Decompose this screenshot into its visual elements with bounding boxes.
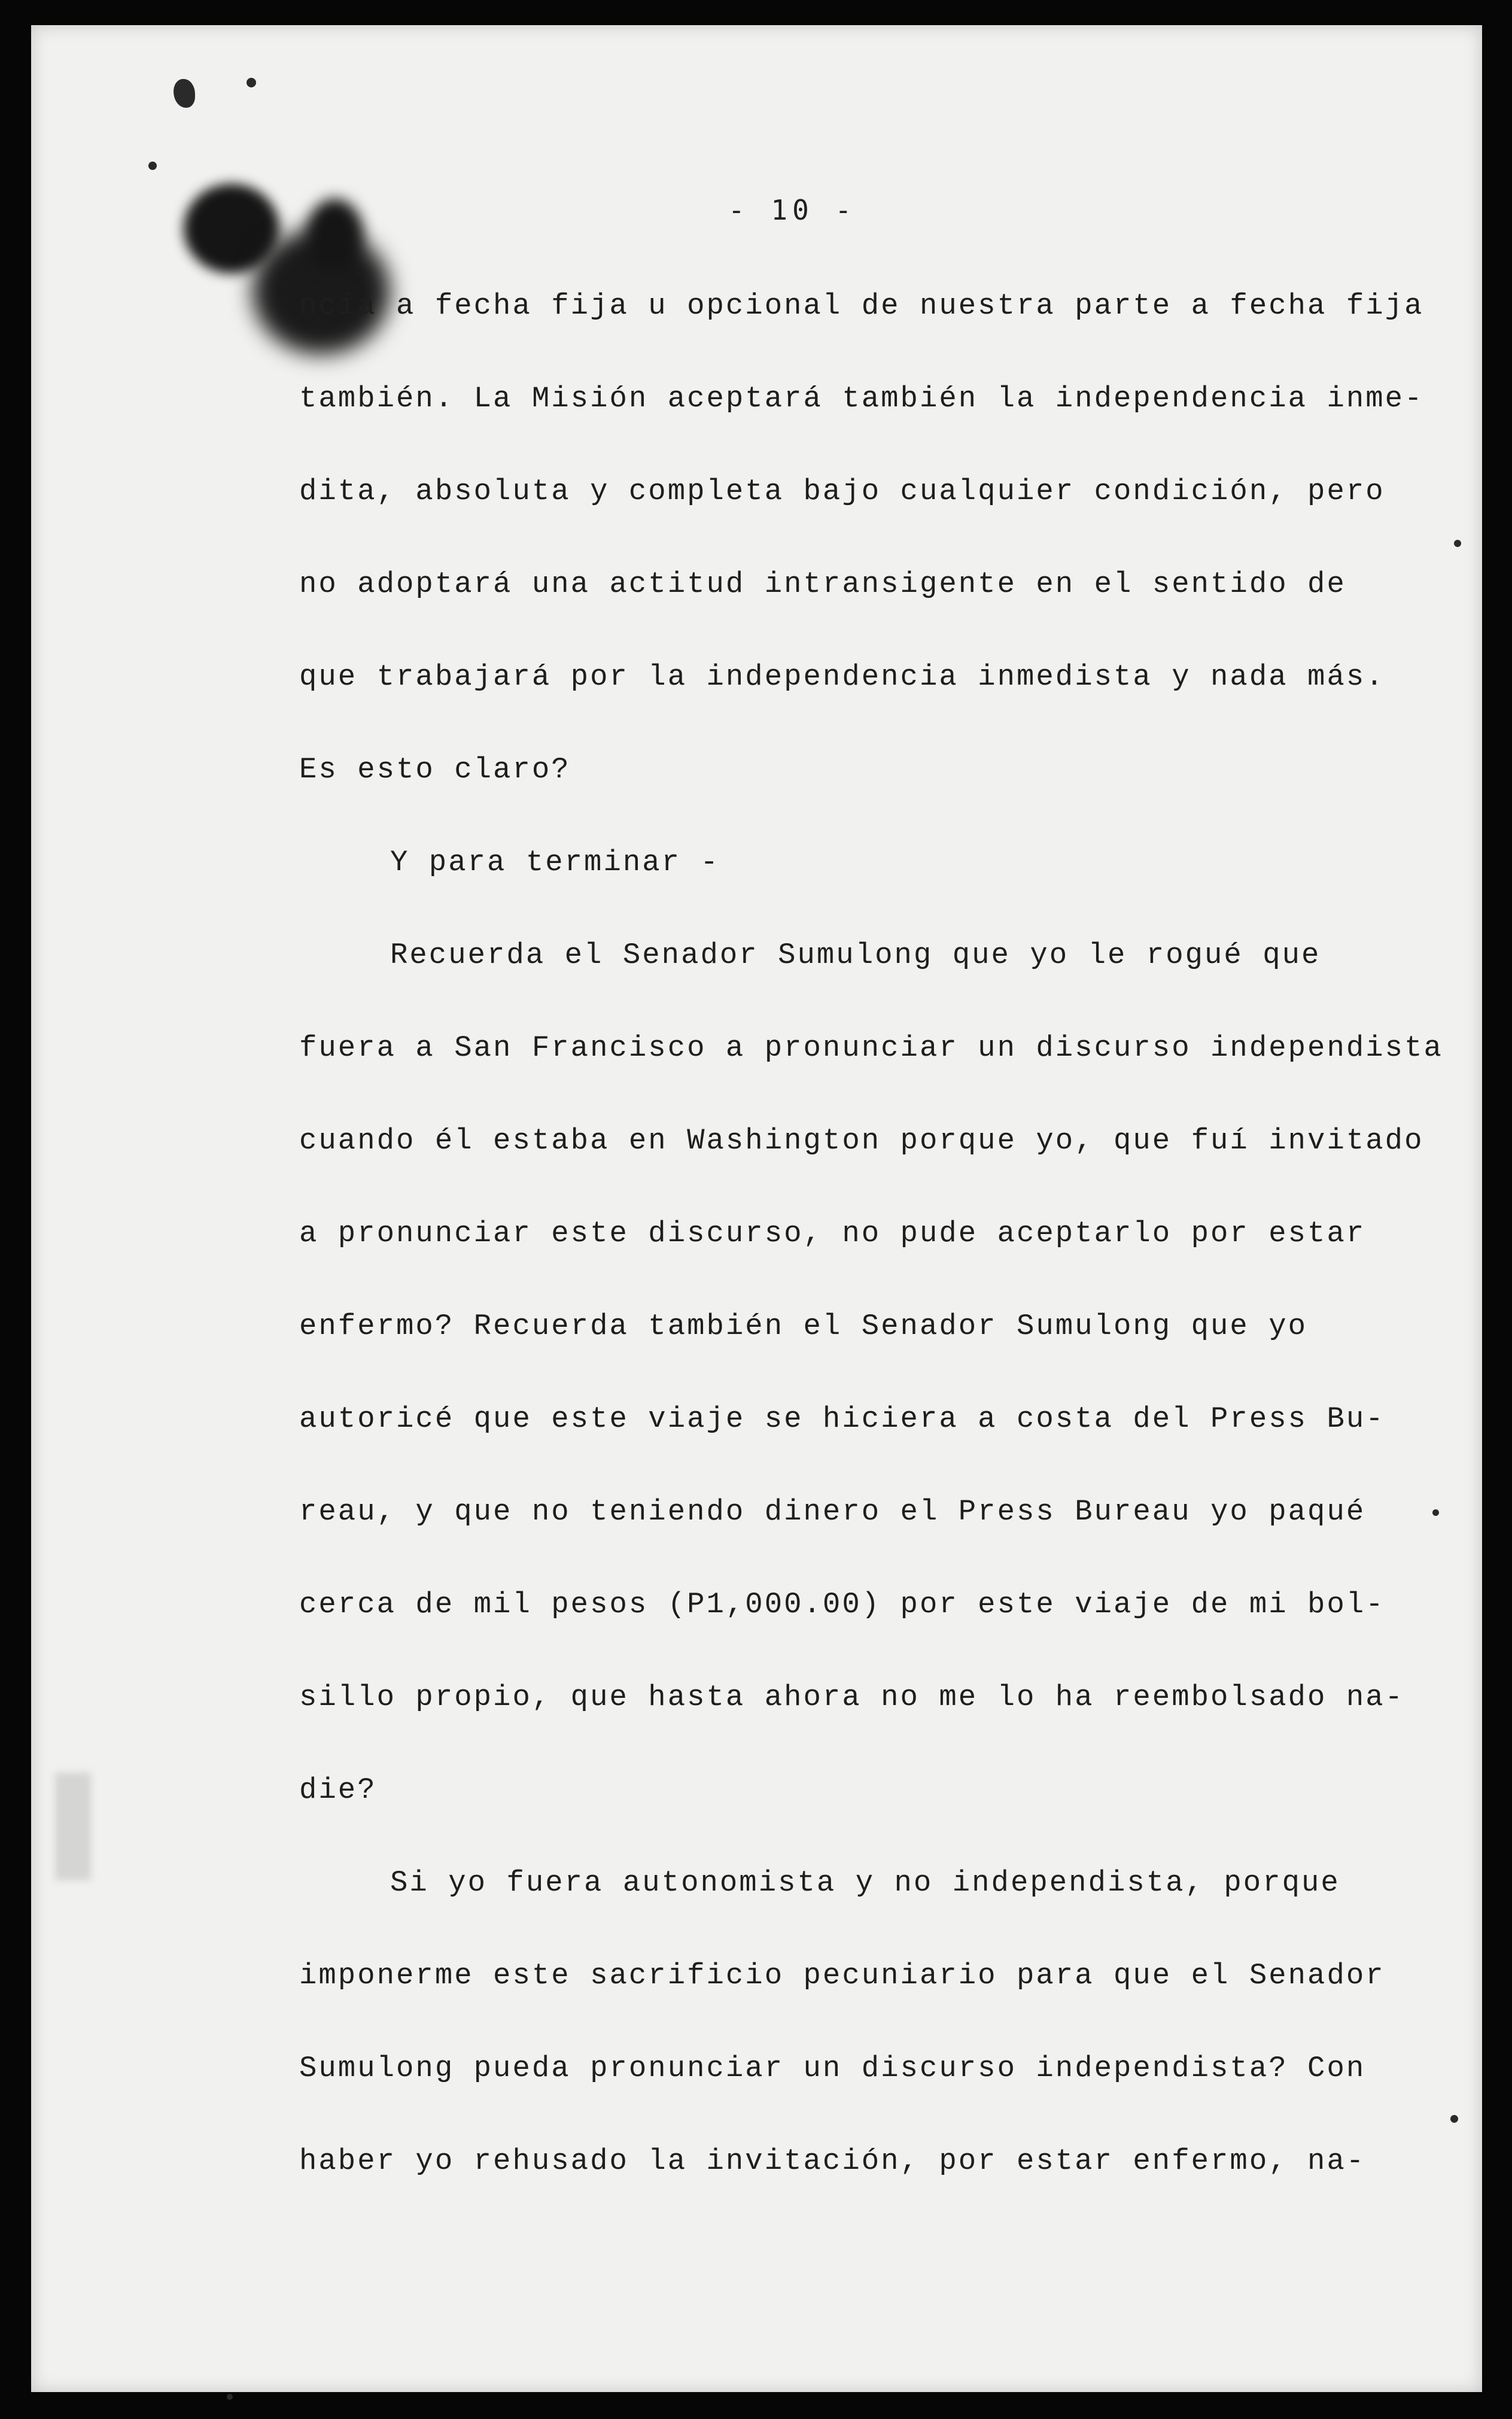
text-line: también. La Misión aceptará también la independencia inme- [299, 382, 1424, 415]
text-line: autoricé que este viaje se hiciera a costa del Press Bu- [299, 1402, 1385, 1436]
text-line: sillo propio, que hasta ahora no me lo ha reembolsado na- [299, 1680, 1405, 1714]
scan-scratch [55, 1773, 91, 1880]
ink-blot [306, 199, 363, 271]
text-line: que trabajará por la independencia inmedista y nada más. [299, 660, 1385, 694]
ink-speck [148, 162, 157, 170]
text-line: Sumulong pueda pronunciar un discurso independista? Con [299, 2052, 1366, 2085]
text-line: die? [299, 1773, 377, 1807]
text-line: dita, absoluta y completa bajo cualquier condición, pero [299, 475, 1385, 508]
text-line: Y para terminar - [390, 846, 720, 879]
ink-speck [247, 78, 256, 87]
text-line: no adoptará una actitud intransigente en el sentido de [299, 567, 1346, 601]
document-page [31, 25, 1482, 2392]
ink-speck [1454, 540, 1461, 547]
text-line: cuando él estaba en Washington porque yo, que fuí invitado [299, 1124, 1424, 1157]
text-line: fuera a San Francisco a pronunciar un discurso independista [299, 1031, 1443, 1065]
text-line: enfermo? Recuerda también el Senador Sumulong que yo [299, 1309, 1308, 1343]
text-line: a pronunciar este discurso, no pude aceptarlo por estar [299, 1217, 1366, 1250]
page-number: - 10 - [728, 194, 857, 226]
text-line: reau, y que no teniendo dinero el Press Bureau yo paqué [299, 1495, 1366, 1528]
text-line: Recuerda el Senador Sumulong que yo le rogué que [390, 938, 1321, 972]
text-line: haber yo rehusado la invitación, por estar enfermo, na- [299, 2144, 1366, 2178]
ink-speck [227, 2394, 233, 2400]
text-line: Es esto claro? [299, 753, 571, 786]
text-line: cerca de mil pesos (P1,000.00) por este viaje de mi bol- [299, 1588, 1385, 1621]
text-line: imponerme este sacrificio pecuniario para que el Senador [299, 1959, 1385, 1992]
text-line: Si yo fuera autonomista y no independista, porque [390, 1866, 1340, 1900]
ink-speck [1450, 2115, 1458, 2123]
ink-speck [174, 79, 195, 108]
text-line: ncia a fecha fija u opcional de nuestra parte a fecha fija [299, 289, 1424, 323]
